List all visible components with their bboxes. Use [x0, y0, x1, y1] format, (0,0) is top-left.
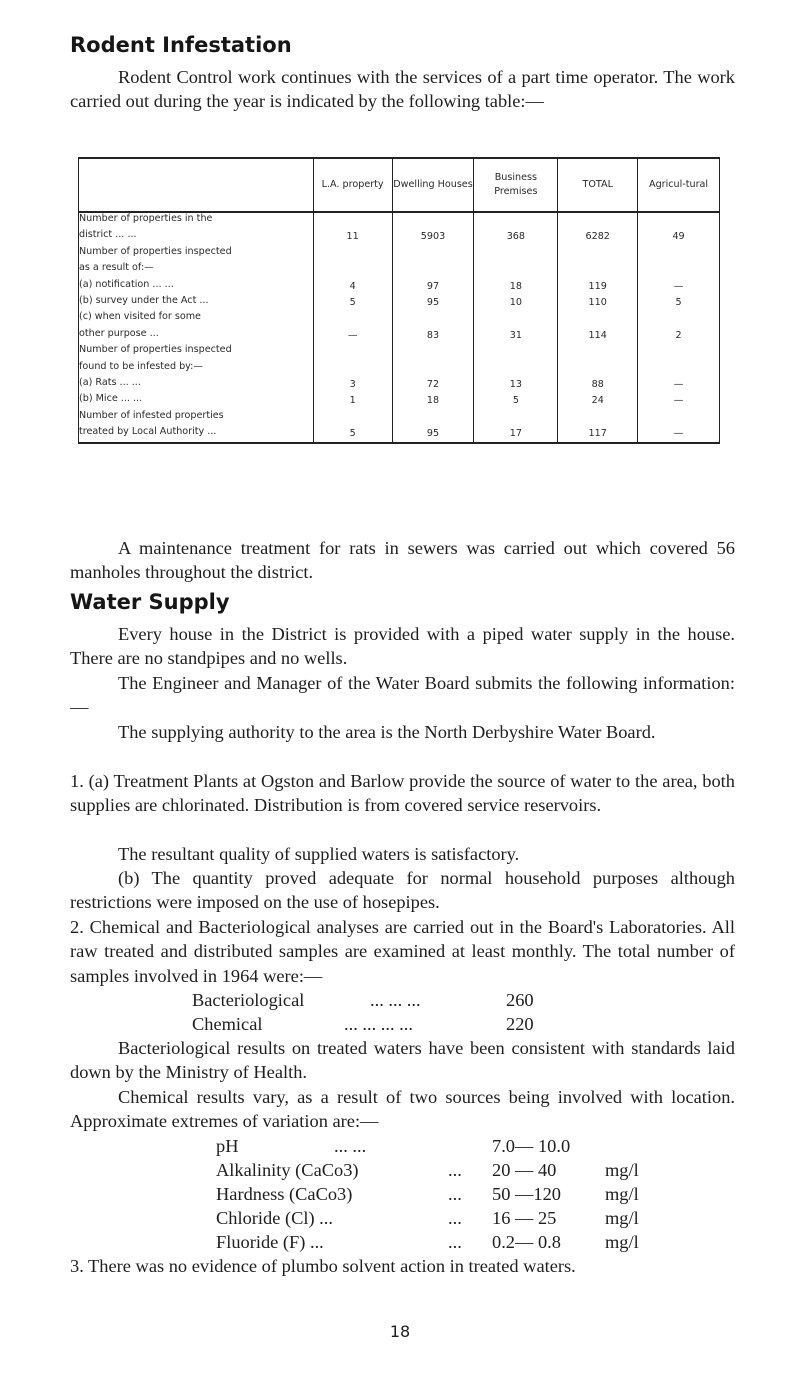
row-label-line: (a) notification ... ... — [79, 278, 174, 290]
value-text: 17 — [509, 428, 522, 440]
value-text: 18 — [509, 280, 522, 292]
sample-row — [0, 988, 800, 1012]
value-spacer — [474, 246, 557, 262]
value-text: 4 — [349, 280, 356, 292]
value-spacer — [393, 344, 474, 360]
value-text: 97 — [426, 280, 440, 292]
value-spacer — [314, 311, 392, 327]
value-cell — [313, 410, 392, 444]
value-cell — [558, 410, 638, 444]
value-text: — — [673, 280, 684, 292]
water-paragraph-2: The Engineer and Manager of the Water Board submits the following information:— — [70, 673, 735, 718]
value-spacer — [474, 311, 557, 327]
value-spacer — [314, 246, 392, 262]
row-label-line: found to be infested by:— — [79, 360, 203, 372]
extreme-dots: ... — [448, 1184, 462, 1204]
table-header-row — [79, 158, 720, 212]
row-label-line: as a result of:— — [79, 262, 154, 274]
value-spacer — [393, 311, 474, 327]
value-spacer — [638, 311, 719, 327]
row-label-line: Number of properties inspected — [79, 344, 232, 356]
value-text: 95 — [426, 428, 440, 440]
value-text: 31 — [509, 329, 522, 341]
row-label-cell — [79, 410, 314, 444]
extreme-row — [0, 1134, 800, 1158]
value-cell — [313, 344, 392, 410]
value-text: 10 — [509, 296, 522, 308]
sample-value: 220 — [506, 1014, 534, 1034]
value-text: 18 — [426, 395, 440, 407]
value-spacer — [393, 246, 474, 262]
value-cell — [392, 410, 474, 444]
value-spacer — [314, 410, 392, 426]
row-label-cell — [79, 344, 314, 410]
value-spacer — [558, 246, 637, 262]
value-text: 24 — [591, 395, 604, 407]
table-row — [79, 410, 720, 444]
extreme-label: Chloride (Cl) ... — [216, 1208, 333, 1228]
value-text: — — [673, 395, 684, 407]
row-label-line: other purpose ... — [79, 327, 159, 339]
value-spacer — [474, 344, 557, 360]
value-cell — [558, 246, 638, 344]
value-text — [474, 262, 557, 278]
extreme-dots: ... — [448, 1160, 462, 1180]
row-label-line: district ... ... — [79, 229, 137, 241]
maintenance-paragraph: A maintenance treatment for rats in sewers was carried out which covered 56 manholes throughout the district. — [70, 538, 735, 583]
value-spacer — [638, 410, 719, 426]
value-spacer — [474, 213, 557, 229]
extreme-range: 7.0— 10.0 — [492, 1136, 571, 1156]
value-spacer — [558, 344, 637, 360]
value-spacer — [558, 311, 637, 327]
value-text: 5 — [349, 296, 356, 308]
value-text: 5 — [512, 395, 519, 407]
value-spacer — [638, 213, 719, 229]
value-text — [558, 361, 637, 377]
value-text: 117 — [588, 428, 607, 440]
value-text: 1 — [349, 395, 356, 407]
value-cell — [638, 344, 720, 410]
sample-dots: ... ... ... — [370, 990, 421, 1010]
extreme-unit: mg/l — [605, 1208, 639, 1228]
value-text — [638, 361, 719, 377]
extreme-range: 0.2— 0.8 — [492, 1232, 561, 1252]
sample-dots: ... ... ... ... — [344, 1014, 413, 1034]
water-paragraph-10: 3. There was no evidence of plumbo solvent action in treated waters. — [70, 1256, 576, 1276]
row-label-line: Number of properties in the — [79, 213, 213, 224]
sample-row — [0, 1012, 800, 1036]
value-spacer — [638, 246, 719, 262]
value-spacer — [558, 410, 637, 426]
value-cell — [474, 246, 558, 344]
value-spacer — [474, 410, 557, 426]
water-paragraph-5: The resultant quality of supplied waters is satisfactory. — [118, 844, 520, 864]
value-cell — [392, 212, 474, 246]
rodent-control-table — [78, 157, 720, 444]
heading-rodent-infestation: Rodent Infestation — [70, 33, 292, 57]
extreme-range: 50 —120 — [492, 1184, 561, 1204]
value-cell — [313, 246, 392, 344]
rodent-intro-paragraph: Rodent Control work continues with the services of a part time operator. The work carried out during the year is indicated by the following table:— — [70, 67, 735, 112]
value-spacer — [558, 213, 637, 229]
value-cell — [638, 410, 720, 444]
extreme-range: 20 — 40 — [492, 1160, 557, 1180]
water-paragraph-3: The supplying authority to the area is the North Derbyshire Water Board. — [118, 722, 656, 742]
row-label-line: (c) when visited for some — [79, 311, 201, 323]
sample-value: 260 — [506, 990, 534, 1010]
row-label-line: (b) survey under the Act ... — [79, 294, 209, 306]
value-spacer — [393, 213, 474, 229]
value-text: 11 — [346, 231, 359, 243]
extreme-range: 16 — 25 — [492, 1208, 557, 1228]
value-text: 88 — [591, 378, 604, 390]
extreme-unit: mg/l — [605, 1160, 639, 1180]
row-label-line: Number of properties inspected — [79, 245, 232, 257]
value-text: 110 — [588, 296, 607, 308]
column-header-total: TOTAL — [558, 158, 638, 212]
value-cell — [638, 212, 720, 246]
value-cell — [474, 212, 558, 246]
value-text: — — [673, 428, 684, 440]
table-row — [79, 246, 720, 344]
row-label-line: Number of infested properties — [79, 409, 224, 421]
row-label-cell — [79, 246, 314, 344]
value-text: 13 — [509, 378, 522, 390]
row-label-line: (a) Rats ... ... — [79, 376, 141, 388]
value-text — [314, 262, 392, 278]
extreme-unit: mg/l — [605, 1184, 639, 1204]
table-row — [79, 344, 720, 410]
value-spacer — [393, 410, 474, 426]
extreme-label: Hardness (CaCo3) — [216, 1184, 353, 1204]
column-header-business-premises: Business Premises — [474, 158, 558, 212]
value-text: — — [347, 329, 358, 341]
extreme-label: Alkalinity (CaCo3) — [216, 1160, 359, 1180]
extreme-label: Fluoride (F) ... — [216, 1232, 324, 1252]
value-cell — [313, 212, 392, 246]
page-number: 18 — [389, 1322, 411, 1341]
value-spacer — [314, 344, 392, 360]
sample-label: Chemical — [192, 1014, 263, 1034]
extreme-dots: ... — [448, 1232, 462, 1252]
value-text: 119 — [588, 280, 607, 292]
value-spacer — [314, 213, 392, 229]
value-cell — [638, 246, 720, 344]
value-text: 2 — [675, 329, 682, 341]
value-text: 5903 — [420, 231, 446, 243]
column-header-label — [79, 158, 314, 212]
value-text: 3 — [349, 378, 356, 390]
value-text: 83 — [426, 329, 440, 341]
value-cell — [392, 344, 474, 410]
value-text — [393, 262, 474, 278]
heading-water-supply: Water Supply — [70, 590, 230, 614]
row-label-cell — [79, 212, 314, 246]
water-paragraph-7: 2. Chemical and Bacteriological analyses are carried out in the Board's Laboratories. All raw treated and distributed samples are examined at least monthly. The total number of samples involved in 1964 were:— — [70, 917, 735, 986]
water-paragraph-9: Chemical results vary, as a result of two sources being involved with location. Approximate extremes of variation are:— — [70, 1087, 735, 1132]
row-label-line: treated by Local Authority ... — [79, 426, 217, 438]
water-paragraph-4: 1. (a) Treatment Plants at Ogston and Barlow provide the source of water to the area, both supplies are chlorinated. Distribution is from covered service reservoirs. — [70, 771, 735, 816]
value-cell — [392, 246, 474, 344]
extreme-row — [0, 1158, 800, 1182]
column-header-agricultural: Agricul-tural — [638, 158, 720, 212]
value-text: — — [673, 378, 684, 390]
row-label-line: (b) Mice ... ... — [79, 393, 143, 405]
value-text — [474, 361, 557, 377]
value-text: 368 — [506, 231, 526, 243]
value-spacer — [638, 344, 719, 360]
value-text — [638, 262, 719, 278]
value-text — [314, 361, 392, 377]
extreme-row — [0, 1206, 800, 1230]
water-paragraph-8: Bacteriological results on treated waters have been consistent with standards laid down by the Ministry of Health. — [70, 1038, 735, 1083]
value-text: 95 — [426, 296, 440, 308]
value-text: 5 — [349, 428, 356, 440]
extreme-label: pH — [216, 1136, 239, 1156]
value-text: 114 — [588, 329, 607, 341]
extreme-row — [0, 1230, 800, 1254]
extreme-row — [0, 1182, 800, 1206]
value-text: 5 — [675, 296, 682, 308]
value-text — [393, 361, 474, 377]
table-row — [79, 212, 720, 246]
value-cell — [474, 410, 558, 444]
value-text — [558, 262, 637, 278]
value-text: 6282 — [585, 231, 610, 243]
sample-label: Bacteriological — [192, 990, 305, 1010]
value-text: 49 — [672, 231, 685, 243]
extreme-dots: ... ... — [334, 1136, 367, 1156]
water-paragraph-1: Every house in the District is provided with a piped water supply in the house. There are no standpipes and no wells. — [70, 624, 735, 669]
water-paragraph-6: (b) The quantity proved adequate for normal household purposes although restrictions were imposed on the use of hosepipes. — [70, 868, 735, 913]
extreme-dots: ... — [448, 1208, 462, 1228]
value-text: 72 — [426, 378, 440, 390]
value-cell — [558, 212, 638, 246]
value-cell — [474, 344, 558, 410]
column-header-dwelling-houses: Dwelling Houses — [392, 158, 474, 212]
column-header-la-property: L.A. property — [313, 158, 392, 212]
value-cell — [558, 344, 638, 410]
extreme-unit: mg/l — [605, 1232, 639, 1252]
